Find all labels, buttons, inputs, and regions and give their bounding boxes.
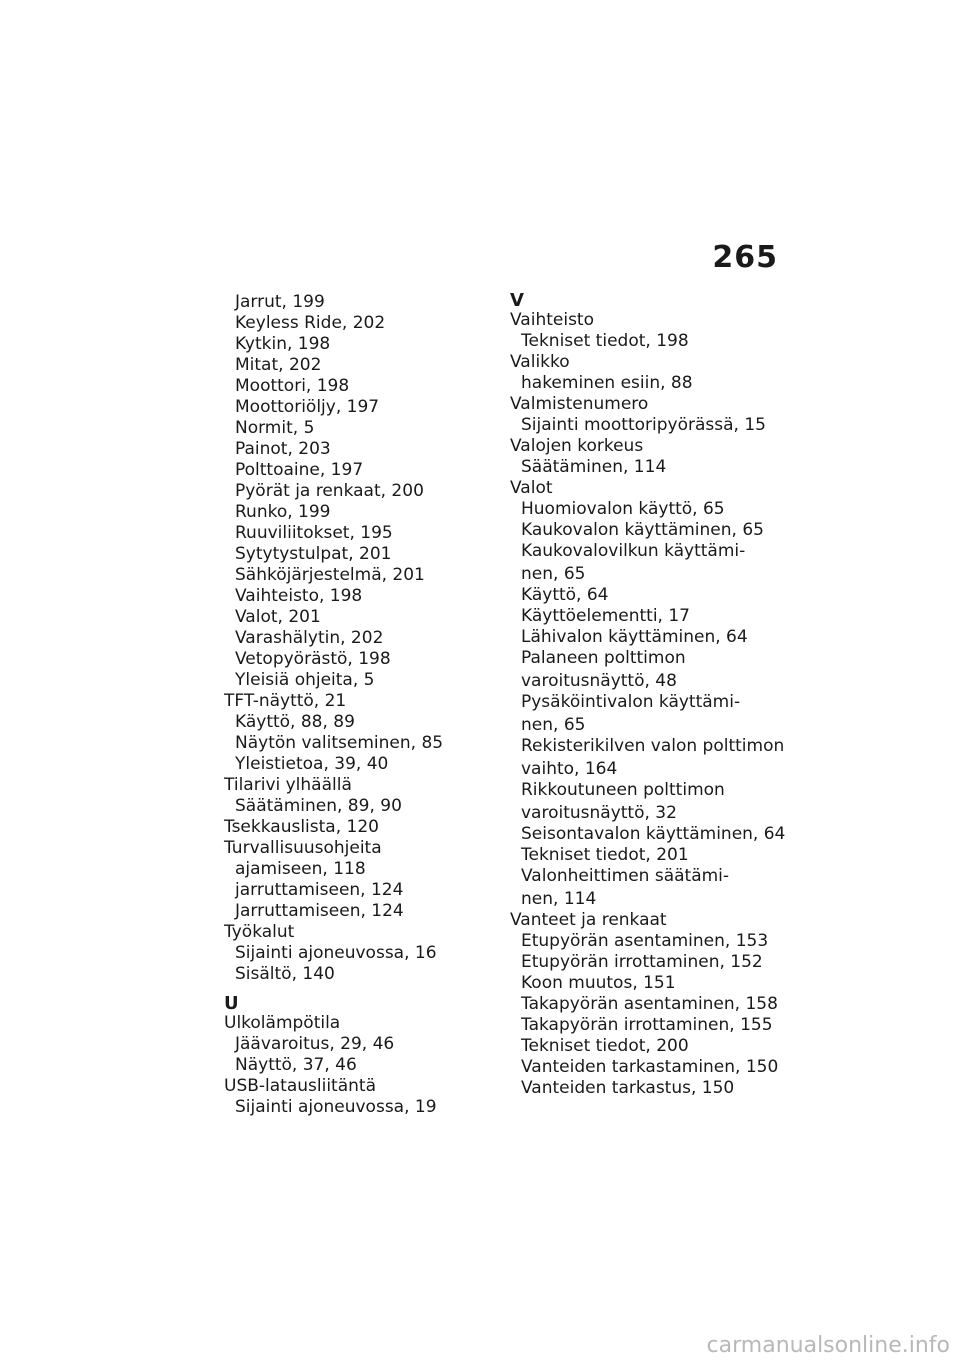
index-subentry: Vanteiden tarkastaminen, 150	[521, 1057, 779, 1077]
index-subentry: Normit, 5	[235, 418, 315, 438]
index-subentry: Valonheittimen säätämi-	[521, 866, 730, 886]
index-subentry: Käyttö, 64	[521, 585, 609, 605]
index-subentry: Keyless Ride, 202	[235, 313, 386, 333]
index-entry: USB-latausliitäntä	[224, 1076, 376, 1096]
index-subentry: Säätäminen, 114	[521, 457, 667, 477]
index-subentry: Palaneen polttimon	[521, 648, 686, 668]
index-subentry: Jarruttamiseen, 124	[235, 901, 404, 921]
index-entry: Ulkolämpötila	[224, 1013, 341, 1033]
index-subentry: Sijainti moottoripyörässä, 15	[521, 415, 766, 435]
index-subentry: jarruttamiseen, 124	[235, 880, 404, 900]
index-subentry: Painot, 203	[235, 439, 331, 459]
index-subentry: Sähköjärjestelmä, 201	[235, 565, 425, 585]
index-subentry: Käyttö, 88, 89	[235, 712, 355, 732]
index-subentry: Huomiovalon käyttö, 65	[521, 499, 725, 519]
index-entry: Turvallisuusohjeita	[224, 838, 382, 858]
index-subentry: Runko, 199	[235, 502, 331, 522]
index-entry: Valojen korkeus	[510, 436, 644, 456]
index-entry: Tilarivi ylhäällä	[224, 775, 352, 795]
index-subentry: Etupyörän irrottaminen, 152	[521, 952, 763, 972]
index-entry: Valmistenumero	[510, 394, 649, 414]
index-subentry-continuation: varoitusnäyttö, 48	[521, 671, 677, 691]
index-subentry: Säätäminen, 89, 90	[235, 796, 402, 816]
index-subentry: Moottori, 198	[235, 376, 350, 396]
index-subentry: Sijainti ajoneuvossa, 16	[235, 943, 437, 963]
index-entry: Työkalut	[224, 922, 295, 942]
index-entry: Tsekkauslista, 120	[224, 817, 379, 837]
index-subentry: Mitat, 202	[235, 355, 322, 375]
index-column-right	[510, 292, 810, 1099]
index-subentry: Näytön valitseminen, 85	[235, 733, 444, 753]
index-subentry: ajamiseen, 118	[235, 859, 366, 879]
index-subentry-continuation: nen, 65	[521, 564, 586, 584]
index-subentry: Seisontavalon käyttäminen, 64	[521, 824, 786, 844]
index-subentry: Sijainti ajoneuvossa, 19	[235, 1097, 437, 1117]
index-subentry: Jarrut, 199	[235, 292, 325, 312]
index-subentry: Tekniset tiedot, 201	[521, 845, 689, 865]
index-subentry: Takapyörän irrottaminen, 155	[521, 1015, 773, 1035]
index-subentry: Valot, 201	[235, 607, 321, 627]
index-subentry: Varashälytin, 202	[235, 628, 384, 648]
index-subentry: Moottoriöljy, 197	[235, 397, 380, 417]
index-subentry: Pyörät ja renkaat, 200	[235, 481, 424, 501]
index-subentry: Sytytystulpat, 201	[235, 544, 392, 564]
index-subentry: Takapyörän asentaminen, 158	[521, 994, 778, 1014]
index-subentry-continuation: vaihto, 164	[521, 759, 618, 779]
index-subentry: Vaihteisto, 198	[235, 586, 363, 606]
index-subentry: hakeminen esiin, 88	[521, 373, 693, 393]
index-subentry: Kaukovalon käyttäminen, 65	[521, 520, 764, 540]
index-subentry: Polttoaine, 197	[235, 460, 364, 480]
index-letter-heading: V	[510, 290, 524, 311]
index-entry: Vanteet ja renkaat	[510, 910, 667, 930]
index-subentry: Sisältö, 140	[235, 964, 335, 984]
index-subentry: Pysäköintivalon käyttämi-	[521, 692, 741, 712]
index-subentry: Kaukovalovilkun käyttämi-	[521, 541, 746, 561]
index-entry: Valikko	[510, 352, 570, 372]
index-subentry: Kytkin, 198	[235, 334, 331, 354]
watermark: carmanualsonline.info	[706, 1333, 950, 1358]
index-entry: Vaihteisto	[510, 310, 594, 330]
index-letter-heading: U	[224, 993, 239, 1014]
index-subentry: Tekniset tiedot, 198	[521, 331, 689, 351]
index-entry: Valot	[510, 478, 553, 498]
index-subentry-continuation: nen, 114	[521, 889, 597, 909]
index-subentry: Vanteiden tarkastus, 150	[521, 1078, 735, 1098]
index-subentry: Ruuviliitokset, 195	[235, 523, 393, 543]
index-column-left	[224, 292, 524, 1118]
page-number: 265	[712, 240, 778, 275]
index-subentry: Rikkoutuneen polttimon	[521, 780, 725, 800]
index-subentry: Rekisterikilven valon polttimon	[521, 736, 785, 756]
index-subentry: Jäävaroitus, 29, 46	[235, 1034, 395, 1054]
index-subentry: Vetopyörästö, 198	[235, 649, 391, 669]
index-subentry: Käyttöelementti, 17	[521, 606, 690, 626]
index-subentry: Yleisiä ohjeita, 5	[235, 670, 375, 690]
index-subentry: Etupyörän asentaminen, 153	[521, 931, 769, 951]
index-subentry-continuation: nen, 65	[521, 715, 586, 735]
index-subentry: Tekniset tiedot, 200	[521, 1036, 689, 1056]
index-subentry-continuation: varoitusnäyttö, 32	[521, 803, 677, 823]
index-subentry: Näyttö, 37, 46	[235, 1055, 357, 1075]
index-subentry: Koon muutos, 151	[521, 973, 676, 993]
index-entry: TFT-näyttö, 21	[224, 691, 347, 711]
index-subentry: Yleistietoa, 39, 40	[235, 754, 389, 774]
index-subentry: Lähivalon käyttäminen, 64	[521, 627, 748, 647]
